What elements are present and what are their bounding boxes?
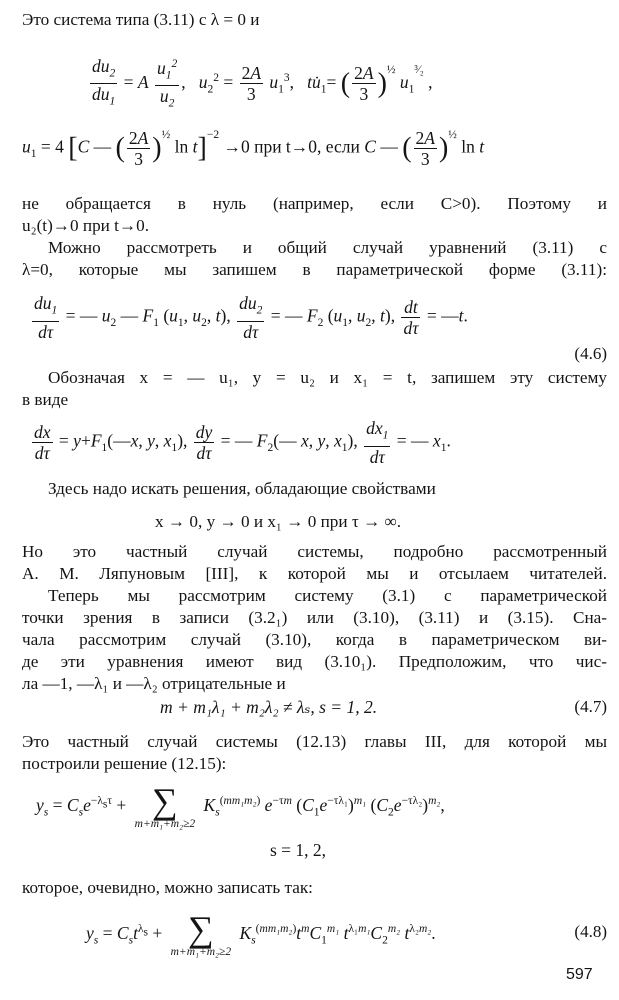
text-line: Здесь надо искать решения, обладающие свойствами [48,479,436,498]
equation-s-values: s = 1, 2, [270,840,327,860]
text-line: λ=0, которые мы запишем в параметрической форме (3.11): [22,260,607,279]
text-line: u₂(t)→0 при t→0. [22,216,150,235]
equation-4-6: $\frac{du_1}{d\tau}$ = — $u_2$ — $F_1$ ($u_1$, $u_2$, t), $\frac{du_2}{d\tau}$ = — $F_2$ ($u_1$, $u_2$, t), $\frac{dt}{d\tau}$ = —t. [34,293,468,342]
equation-2-condition: при t→0, если [254,136,360,157]
text-line: Теперь мы рассмотрим систему (3.1) с параметрической [48,586,607,605]
equation-1: $\frac{du_2}{du_1}$ = A $\frac{u_1^2}{u_2}$ , $u_2^2$ = $\frac{2A}{3}$ $u_1^3$, $tu̇_1=$ ( $\frac{2A}{3}$ )$^{\frac{1}{2}}$ $u_1^{^3⁄_2}$ , [92,55,433,110]
text-line: Но это частный случай системы, подробно рассмотренный [22,542,607,561]
equation-4-8: $y_s = C_st^{\lambda_s}$ + ∑ m+m₁+m₂≥2 $K_s^{(mm_1m_2)}t^mC_1^{m_1}$ $t^{\lambda_1m_1}C_2^{m_2}$ $t^{\lambda_2m_2}$. [86,909,436,958]
equation-solution: $y_s = C_se^{-\lambda_s\tau}$ + ∑ m+m₁+m₂≥2 $K_s^{(mm_1m_2)}$ $e^{-\tau m}$ $(C_1e^{-\tau\lambda_1})^{m_1}$ $(C_2e^{-\tau\lambda_2})^{m_2}$, [36,781,445,830]
equation-number: (4.8) [574,922,607,941]
equation-xy: $\frac{dx}{d\tau}$ = $y+F_1(—x$, y, $x_1$), $\frac{dy}{d\tau}$ = — $F_2(—$ x, y, $x_1$), $\frac{dx_1}{d\tau}$ = — $x_1$. [34,418,451,467]
text-line: чала рассмотрим случай (3.10), когда в параметрическом ви- [22,630,607,649]
text-line: не обращается в нуль (например, если C>0). Поэтому и [22,194,607,213]
page-number: 597 [566,966,593,983]
text-line: Обозначая x = — u₁, y = u₂ и x₁ = t, запишем эту систему [48,368,607,387]
text-line: Это частный случай системы (12.13) главы III, для которой мы [22,732,607,751]
text-line: де эти уравнения имеют вид (3.10₁). Предположим, что чис- [22,652,607,671]
text-line: в виде [22,390,69,409]
equation-2: $u_1 = 4$ [C — ( $\frac{2A}{3}$ )$^{\frac{1}{2}}$ ln t]$^{-2}$ →0 при t→0, если C — ( $\frac{2A}{3}$ )$^{\frac{1}{2}}$ ln t [22,128,485,169]
equation-number: (4.7) [574,697,607,716]
text-line: x → 0, y → 0 и x₁ → 0 при τ → ∞. [155,512,402,531]
text-line: Это система типа (3.11) с λ = 0 и [22,10,260,29]
text-line: А. М. Ляпуновым [III], к которой мы и отсылаем читателей. [22,564,607,583]
text-line: Можно рассмотреть и общий случай уравнений (3.11) с [48,238,607,257]
equation-4-7: m + m₁λ₁ + m₂λ₂ ≠ λₛ, s = 1, 2. [160,697,378,717]
text-line: которое, очевидно, можно записать так: [22,878,313,897]
sum-lower-limit: m+m₁+m₂≥2 [134,818,196,830]
sum-lower-limit: m+m₁+m₂≥2 [170,946,232,958]
text-line: ла —1, —λ₁ и —λ₂ отрицательные и [22,674,286,693]
equation-number: (4.6) [574,344,607,363]
text-line: точки зрения в записи (3.2₁) или (3.10), (3.11) и (3.15). Сна- [22,608,607,627]
text-line: построили решение (12.15): [22,754,227,773]
